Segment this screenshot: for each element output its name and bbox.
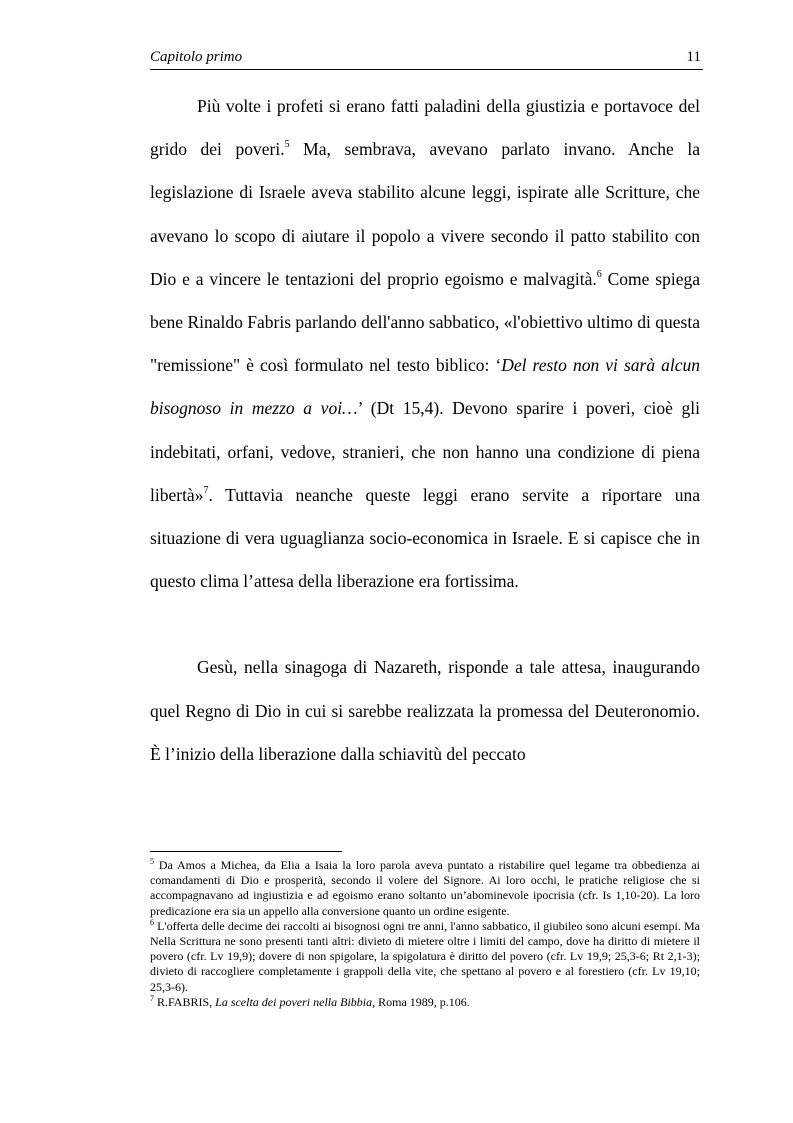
book-title: La scelta dei poveri nella Bibbia — [215, 994, 373, 1009]
paragraph-1-part-1: Più volte i profeti si erano fatti paladini della giustizia e portavoce del grido dei poveri. — [150, 96, 700, 160]
footnote-citation: , Roma 1989, p.106. — [372, 994, 470, 1009]
footnote-ref-5[interactable]: 5 — [284, 139, 290, 151]
paragraph-1 — [150, 85, 700, 603]
footnote-number: 7 — [150, 993, 154, 1003]
footnotes — [150, 858, 700, 1010]
paragraph-1-part-3: Come spiega bene Rinaldo Fabris parlando dell'anno sabbatico, «l'obiettivo ultimo di questa "remissione" è così formulato nel testo biblico: ‘ — [150, 268, 700, 376]
paragraph-1-part-4: ’ (Dt 15,4). Devono sparire i poveri, cioè gli indebitati, orfani, vedove, stranieri, che non hanno una condizione di piena libertà» — [150, 398, 700, 505]
main-text — [150, 85, 700, 776]
footnote-7 — [150, 995, 700, 1010]
paragraph-2: Gesù, nella sinagoga di Nazareth, risponde a tale attesa, inaugurando quel Regno di Dio in cui si sarebbe realizzata la promessa del Deuteronomio. È l’inizio della liberazione dalla schiavitù del peccato — [150, 657, 700, 764]
footnote-separator — [150, 851, 342, 852]
footnote-ref-7[interactable]: 7 — [203, 484, 209, 496]
page-number: 11 — [686, 49, 701, 65]
footnote-author: R.FABRIS, — [154, 994, 216, 1009]
footnote-6 — [150, 919, 700, 995]
paragraph-1-part-2: Ma, sembrava, avevano parlato invano. Anche la legislazione di Israele aveva stabilito alcune leggi, ispirate alle Scritture, che avevano lo scopo di aiutare il popolo a vivere secondo il patto stabilito con Dio e a vincere le tentazioni del proprio egoismo e malvagità. — [150, 139, 701, 289]
footnote-number: 6 — [150, 917, 154, 927]
footnote-text: Da Amos a Michea, da Elia a Isaia la loro parola aveva puntato a ristabilire quel legame tra obbedienza ai comandamenti di Dio e prosperità, secondo il volere del Signore. Ai loro occhi, le pratiche religiose che si accompagnavano ad ingiustizia e ad egoismo erano soltanto un’abominevole ipocrisia (cfr. Is 1,10-20). La loro predicazione era sia un appello alla conversione quanto un ordine esigente. — [150, 858, 700, 918]
biblical-quote: Del resto non vi sarà alcun bisognoso in mezzo a voi… — [150, 355, 701, 419]
footnote-ref-6[interactable]: 6 — [596, 268, 602, 280]
footnote-5 — [150, 858, 700, 919]
chapter-title: Capitolo primo — [150, 49, 243, 65]
running-header — [150, 47, 703, 70]
paragraph-1-part-5: . Tuttavia neanche queste leggi erano servite a riportare una situazione di vera uguaglianza socio-economica in Israele. E si capisce che in questo clima l’attesa della liberazione era fortissima. — [150, 484, 700, 592]
footnote-number: 5 — [150, 857, 154, 866]
footnote-text: L'offerta delle decime dei raccolti ai bisognosi ogni tre anni, l'anno sabbatico, il giubileo sono alcuni esempi. Ma Nella Scrittura ne sono presenti tanti altri: divieto di mietere oltre i limiti del campo, dove ha diritto di mietere il povero (cfr. Lv 19,9); dovere di non spigolare, la spigolatura è diritto del povero (cfr. Lv 19,9; 25,3-6; Rt 2,1-3); divieto di raccogliere completamente i grappoli della vite, che spettano al povero e al forestiero (cfr. Lv 19,10; 25,3-6). — [150, 918, 700, 994]
